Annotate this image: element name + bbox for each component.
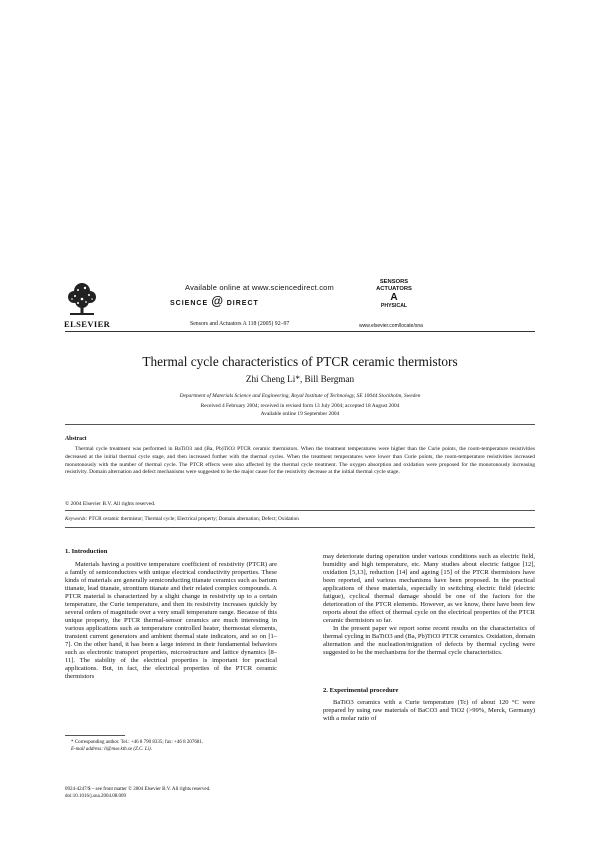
sciencedirect-left: SCIENCE xyxy=(170,300,209,307)
author-affiliation: Department of Materials Science and Engineering, Royal Institute of Technology, SE 10044 Stockholm, Sweden xyxy=(179,393,421,399)
section-heading-introduction: 1. Introduction xyxy=(65,548,108,555)
keywords xyxy=(65,516,299,522)
experimental-paragraph-1: BaTiO3 ceramics with a Curie temperature (Tc) of about 120 °C were prepared by using raw materials of BaCO3 and TiO2 (>99%, Merck, Germany) with a molar ratio of xyxy=(323,699,535,723)
body-divider xyxy=(65,527,535,528)
article-title: Thermal cycle characteristics of PTCR ceramic thermistors xyxy=(142,354,458,369)
front-matter-info xyxy=(65,786,210,800)
elsevier-logo-text: ELSEVIER xyxy=(64,319,111,329)
abstract-text: Thermal cycle treatment was performed in BaTiO3 and (Ba, Pb)TiO3 PTCR ceramic thermistors. When the treatment temperatures were higher than the Curie points, the room-temperature resistivities decreased at the initial thermal cycle stage, and then increased further with the thermal cycles. When the treatment temperatures were lower than Curie points, the room-temperature resistivities increased monotonously with the number of thermal cycle. The PTCR effects were also affected by the thermal cycle treatment. The oxygen absorption and oxidation were proposed for the monotonously increasing resistivity. Domain alternation and defect mechanisms were suggested to be the major cause for the resistivity decrease at the initial thermal cycle stage. xyxy=(65,446,535,476)
experimental-column xyxy=(323,699,535,723)
issn-line: 0924-4247/$ – see front matter © 2004 Elsevier B.V. All rights reserved. xyxy=(65,787,211,792)
intro-paragraph-1: Materials having a positive temperature coefficient of resistivity (PTCR) are a family of semiconductors with unique electrical conductivity properties. These kinds of materials are generally semiconducting titanate ceramics such as barium titanate, lead titanate, strontium titanate and their related complex compounds. A PTCR material is characterized by a slight change in resistivity up to a certain temperature, the Curie temperature, and then its resistivity increases quickly by several orders of magnitude over a very small temperature range. Because of this unique property, the PTCR thermal-sensor ceramics are much interesting in various applications such as temperature controlled heater, thermostat elements, transient current generators and ambient thermal state indicators, and so on [1–7]. On the other hand, it has been a large interest in their fundamental behaviors such as electronic transport properties, microstructure and lattice dynamics [8–11]. The stability of the electrical properties is important for practical applications. But, in fact, the electrical properties of the PTCR ceramic thermistors xyxy=(65,561,277,681)
intro-paragraph-3: In the present paper we report some recent results on the characteristics of thermal cycling in BaTiO3 and (Ba, Pb)TiO3 PTCR ceramics. Oxidation, domain alternation and the nucleation/migration of defects by thermal cycling were suggested to be the mechanisms for the thermal cycle characteristics. xyxy=(323,625,536,657)
sa-logo-line1: SENSORS xyxy=(379,279,409,285)
elsevier-tree-logo-icon xyxy=(66,282,98,318)
received-dates: Received 4 February 2004; received in revised form 13 July 2004; accepted 18 August 2004 xyxy=(200,403,400,409)
sciencedirect-right: DIRECT xyxy=(226,300,259,307)
journal-url: www.elsevier.com/locate/sna xyxy=(359,323,423,329)
journal-reference: Sensors and Actuators A 118 (2005) 92–97 xyxy=(190,321,290,327)
section-heading-experimental: 2. Experimental procedure xyxy=(323,687,399,694)
footnote-corresponding: * Corresponding author. Tel.: +46 8 790 8335; fax: +46 8 207681. xyxy=(71,740,204,745)
article-dates xyxy=(0,402,600,418)
intro-column-1 xyxy=(65,561,277,681)
sciencedirect-at-icon: @ xyxy=(211,294,224,308)
sciencedirect-logo xyxy=(170,294,259,308)
sa-logo-line3: PHYSICAL xyxy=(380,303,408,309)
keywords-text: PTCR ceramic thermistor; Thermal cycle; Electrical property; Domain alternation; Defect; Oxidation xyxy=(88,516,299,522)
header-divider xyxy=(65,331,535,332)
online-date: Available online 19 September 2004 xyxy=(260,411,340,417)
footnote-divider xyxy=(65,735,125,736)
footnote xyxy=(65,739,280,753)
keywords-label: Keywords: xyxy=(65,516,88,522)
abstract-top-divider xyxy=(65,424,535,425)
intro-column-2 xyxy=(323,553,535,657)
abstract-heading: Abstract xyxy=(65,436,87,442)
sa-logo-line2: ACTUATORS xyxy=(376,286,412,292)
intro-paragraph-2: may deteriorate during operation under various conditions such as electric field, humidity and high temperature, etc. Many studies about electric fatigue [12], oxidation [5,13], reduction [14] and ageing [15] of the PTCR thermistors have been reported, and various mechanisms have been proposed. In the practical applications of these materials, especially in switching electric field (electric fatigue), cyclical thermal damage should be one of the factors for the deterioration of the PTCR elements. However, as we know, there have been few reports about the effect of thermal cycle on the electrical properties of the PTCR ceramic thermistors so far. xyxy=(323,553,535,625)
abstract-copyright: © 2004 Elsevier B.V. All rights reserved. xyxy=(65,501,156,507)
available-online-text: Available online at www.sciencedirect.com xyxy=(185,283,334,292)
sa-logo-letter: A xyxy=(390,292,398,303)
article-authors: Zhi Cheng Li*, Bill Bergman xyxy=(245,374,355,384)
sensors-actuators-logo xyxy=(370,279,418,309)
footnote-email: E-mail address: li@mse.kth.se (Z.C. Li). xyxy=(71,747,152,752)
doi-line: doi:10.1016/j.sna.2004.08.009 xyxy=(65,794,126,799)
keywords-divider xyxy=(65,510,535,511)
